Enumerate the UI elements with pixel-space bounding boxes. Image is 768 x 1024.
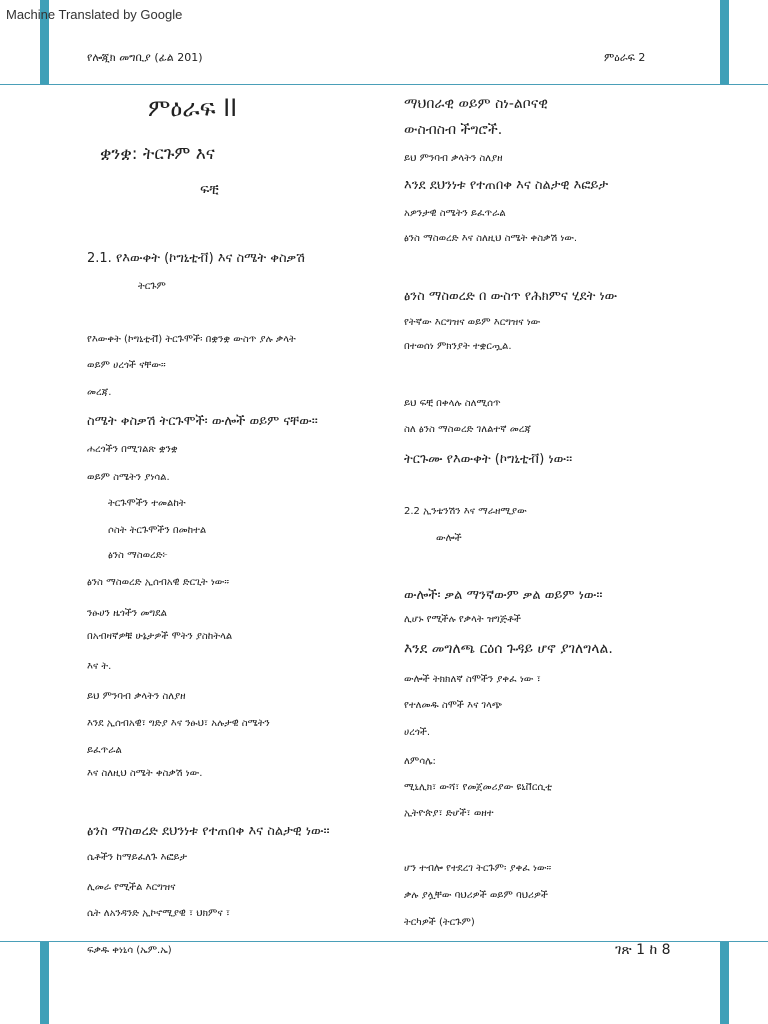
left-line: የእውቀት (ኮግኒቲቭ) ትርጉሞች፡ በቋንቋ ውስጥ ያሉ ቃላት xyxy=(87,334,296,345)
right-line: ትርጉሙ የእውቀት (ኮግኒቲቭ) ነው። xyxy=(404,452,573,467)
header-chapter-label: ምዕራፍ 2 xyxy=(604,51,646,64)
left-line: ሴቶችን ከማይፈለጉ እፎይታ xyxy=(87,852,188,863)
right-line: እንደ መግለጫ ርዕሰ ጉዳይ ሆኖ ያገለግላል. xyxy=(404,641,613,657)
footer-author: ፍቃዱ ቀነኒሳ (ኤም.ኤ) xyxy=(87,945,172,956)
left-line: ስሜት ቀስቃሽ ትርጉሞች፡ ውሎች ወይም ናቸው። xyxy=(87,414,318,429)
right-line: በተወሰነ ምክንያት ተቋርጧል. xyxy=(404,341,512,352)
left-line: ፅንስ ማስወረድ ደህንነቱ የተጠበቀ እና ስልታዊ ነው። xyxy=(87,824,330,839)
right-line: ውስብስብ ችግሮች. xyxy=(404,122,503,138)
chapter-title: ምዕራፍ II xyxy=(148,94,238,122)
right-line: ይህ ፍቺ በቀላሉ ስለሚሰጥ xyxy=(404,398,501,409)
right-line: ቃሉ ያሏቸው ባህሪዎች ወይም ባህሪዎች xyxy=(404,890,548,901)
left-line: ሐረጎችን በሚገልጽ ቋንቋ xyxy=(87,444,178,455)
left-line: እና ስለዚህ ስሜት ቀስቃሽ ነው. xyxy=(87,768,203,779)
right-line: የተለመዱ ስሞች እና ገላጭ xyxy=(404,700,503,711)
right-line: እንደ ደህንነቱ የተጠበቀ እና ስልታዊ እፎይታ xyxy=(404,178,609,193)
left-line: ትርጉሞችን ተመልከት xyxy=(108,498,186,509)
right-line: ውሎች ትክክለኛ ስሞችን ያቀፈ ነው ፣ xyxy=(404,674,541,685)
left-line: ወይም ስሜትን ያነሳል. xyxy=(87,472,170,483)
left-line: ፅንስ ማስወረድ፦ xyxy=(108,550,168,561)
left-line: ሴት ለአንዳንድ ኢኮኖሚያዊ ፣ ህክምና ፣ xyxy=(87,908,230,919)
section-heading-2-1: 2.1. የእውቀት (ኮግኒቲቭ) እና ስሜት ቀስቃሽ xyxy=(87,251,305,266)
left-line: ፅንስ ማስወረድ ኢሰብአዊ ድርጊት ነው። xyxy=(87,577,230,588)
right-line: አዎንታዊ ስሜትን ይፈጥራል xyxy=(404,208,506,219)
right-line: ይህ ምንባብ ቃላትን ስለያዘ xyxy=(404,153,503,164)
right-line: ስለ ፅንስ ማስወረድ ገለልተኛ መረጃ xyxy=(404,424,531,435)
machine-translation-banner: Machine Translated by Google xyxy=(6,7,183,22)
header-rule xyxy=(0,84,768,85)
left-accent-bar-bottom xyxy=(40,941,49,1024)
section-heading-2-2-cont: ውሎች xyxy=(436,533,462,544)
chapter-subtitle: ቋንቋ: ትርጉም እና xyxy=(100,144,215,164)
footer-page-number: ገጽ 1 ከ 8 xyxy=(615,942,671,958)
left-line: መረጃ. xyxy=(87,387,112,398)
right-line: ሀረጎች. xyxy=(404,727,431,738)
left-line: ወይም ሀረጎች ናቸው። xyxy=(87,360,166,371)
chapter-subtitle-cont: ፍቺ xyxy=(200,182,219,198)
section-heading-2-1-cont: ትርጉም xyxy=(138,281,166,292)
right-line: ማህበራዊ ወይም ስነ-ልቦናዊ xyxy=(404,96,548,112)
right-line: ትርካዎች (ትርጉም) xyxy=(404,917,475,928)
right-line: ሆን ተብሎ የተደረገ ትርጉም፡ ያቀፈ ነው። xyxy=(404,863,552,874)
right-line: የትኛው እርግዝና ወይም እርግዝና ነው xyxy=(404,317,541,328)
right-line: ፅንስ ማስወረድ በ ውስጥ የሕክምና ሂደት ነው xyxy=(404,289,618,304)
left-line: ይፈጥራል xyxy=(87,745,122,756)
left-line: ሊመራ የሚችል እርግዝና xyxy=(87,882,176,893)
left-line: ሶስት ትርጉሞችን በመከተል xyxy=(108,525,207,536)
header-course-title: የሎጂክ መግቢያ (ፊል 201) xyxy=(87,51,203,64)
left-line: እንደ ኢሰብአዊ፣ ግድያ እና ንፁህ፣ አሉታዊ ስሜትን xyxy=(87,718,270,729)
left-line: ንፁሀን ዜጎችን መግደል xyxy=(87,608,167,619)
right-line: ፅንስ ማስወረድ እና ስለዚህ ስሜት ቀስቃሽ ነው. xyxy=(404,233,578,244)
left-line: እና ት. xyxy=(87,661,112,672)
left-line: ይህ ምንባብ ቃላትን ስለያዘ xyxy=(87,691,186,702)
right-line: ሚኒሊክ፣ ውሻ፣ የመጀመሪያው ዩኒቨርሲቲ xyxy=(404,782,553,793)
right-line: ኢትዮጵያ፣ ድሆች፣ ወዘተ xyxy=(404,808,494,819)
right-line: ሊሆኑ የሚችሉ የቃላት ዝግጅቶች xyxy=(404,614,521,625)
section-heading-2-2: 2.2 ኢንቴንሽን እና ማራዘሚያው xyxy=(404,506,527,517)
right-accent-bar-bottom xyxy=(720,941,729,1024)
right-line: ለምሳሌ: xyxy=(404,756,436,767)
right-line: ውሎች፡ ቃል ማንኛውም ቃል ወይም ነው። xyxy=(404,588,603,603)
left-line: በአብዛኛዎቹ ሁኔታዎች ሞትን ያስከትላል xyxy=(87,631,233,642)
right-accent-bar xyxy=(720,0,729,84)
